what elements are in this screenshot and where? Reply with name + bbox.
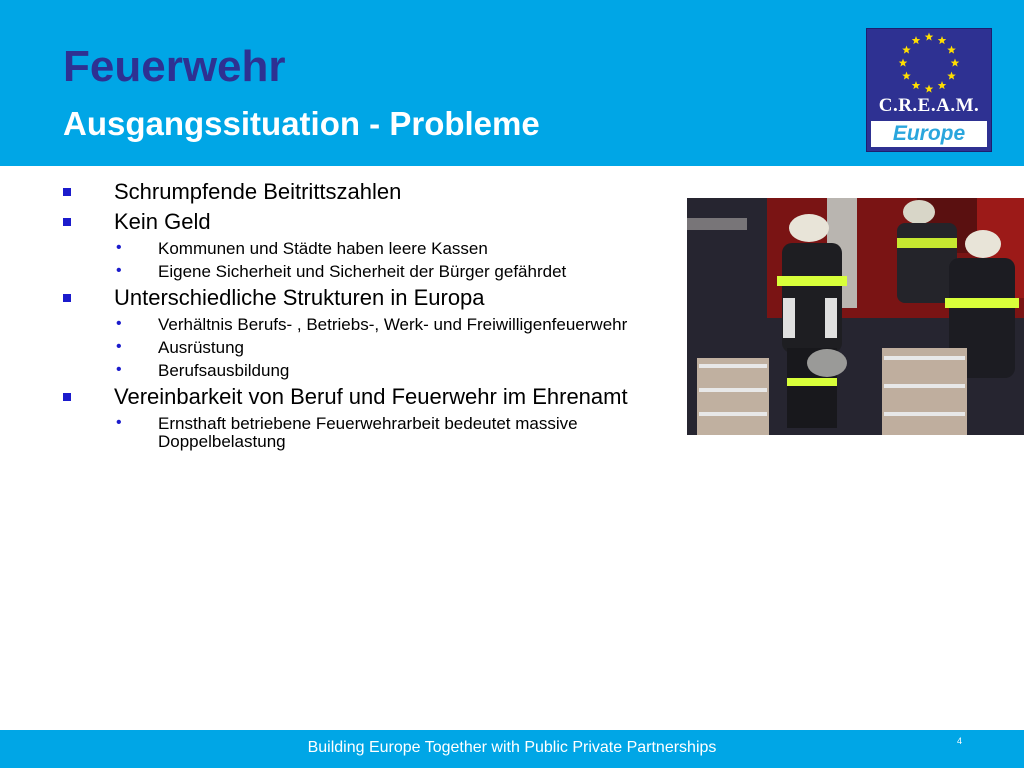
square-bullet-icon [63,218,71,226]
sub-bullet-item [60,263,680,281]
star-icon [925,33,934,41]
square-bullet-icon [63,393,71,401]
firefighters-photo [687,198,1024,435]
sub-bullet-text: Verhältnis Berufs- , Betriebs-, Werk- und Freiwilligenfeuerwehr [158,315,628,334]
sub-bullet-item [60,362,680,380]
star-icon [912,36,921,44]
bullet-text: Unterschiedliche Strukturen in Europa [114,285,485,310]
bullet-item [60,180,680,204]
slide-header [0,0,1024,166]
sub-bullet-text: Ernsthaft betriebene Feuerwehrarbeit bedeutet massive Doppelbelastung [158,414,578,451]
star-icon [951,59,960,67]
square-bullet-icon [63,294,71,302]
sub-bullet-text: Berufsausbildung [158,361,290,380]
sub-bullet-text: Kommunen und Städte haben leere Kassen [158,239,488,258]
dot-bullet-icon: • [116,239,122,256]
dot-bullet-icon: • [116,262,122,279]
cream-europe-logo [866,28,992,152]
bullet-text: Vereinbarkeit von Beruf und Feuerwehr im Ehrenamt [114,384,628,409]
bullet-item [60,210,680,234]
page-number: 4 [957,736,963,746]
sub-bullet-item [60,316,680,334]
dot-bullet-icon: • [116,338,122,355]
dot-bullet-icon: • [116,315,122,332]
star-icon [912,81,921,89]
star-icon [947,46,956,54]
dot-bullet-icon: • [116,414,122,431]
star-icon [938,81,947,89]
star-icon [899,59,908,67]
sub-bullet-text: Ausrüstung [158,338,244,357]
star-icon [947,72,956,80]
dot-bullet-icon: • [116,361,122,378]
logo-subtext: Europe [871,121,987,147]
square-bullet-icon [63,188,71,196]
bullet-item [60,286,680,310]
slide-title: Feuerwehr [63,42,286,91]
bullet-list [60,180,680,456]
bullet-text: Kein Geld [114,209,211,234]
slide-subtitle: Ausgangssituation - Probleme [63,105,540,142]
bullet-text: Schrumpfende Beitrittszahlen [114,179,402,204]
star-icon [938,36,947,44]
eu-stars-icon [867,29,991,93]
slide-footer [0,730,1024,768]
sub-bullet-text: Eigene Sicherheit und Sicherheit der Bürger gefährdet [158,262,567,281]
star-icon [925,85,934,93]
sub-bullet-item [60,339,680,357]
bullet-item [60,385,680,409]
footer-text: Building Europe Together with Public Private Partnerships [307,739,717,756]
star-icon [902,46,911,54]
sub-bullet-item [60,415,680,451]
sub-bullet-item [60,240,680,258]
star-icon [902,72,911,80]
logo-text: C.R.E.A.M. [878,95,980,116]
